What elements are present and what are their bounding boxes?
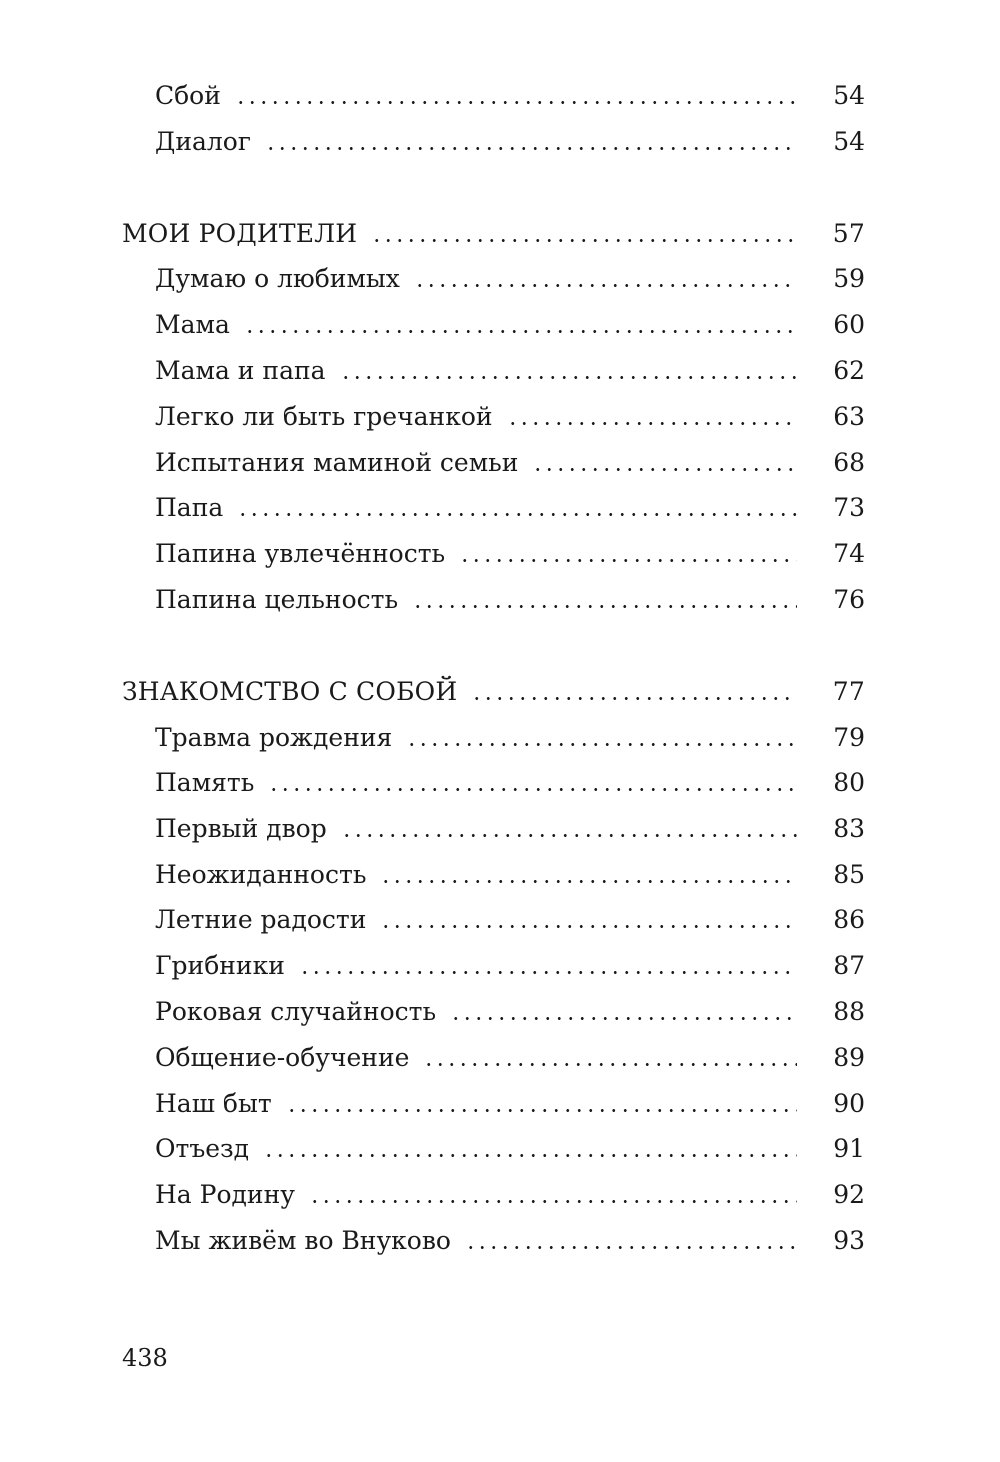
toc-entry-title: Мама [155,310,230,339]
toc-entry-title: Испытания маминой семьи [155,448,519,477]
toc-entry [155,76,865,116]
dot-leader [507,422,797,425]
toc-entry [155,122,865,162]
toc-section-heading [122,672,865,712]
toc-entry [155,397,865,437]
dot-leader [244,330,797,333]
toc-entry [155,1129,865,1169]
dot-leader [341,834,797,837]
dot-leader [471,697,797,700]
toc-entry [155,534,865,574]
toc-entry [155,580,865,620]
toc-entry-page: 74 [833,539,865,568]
toc-entry-title: ЗНАКОМСТВО С СОБОЙ [122,677,458,706]
toc-entry-title: Память [155,768,255,797]
toc-entry-page: 89 [833,1043,865,1072]
toc-entry-title: МОИ РОДИТЕЛИ [122,219,358,248]
dot-leader [286,1109,797,1112]
toc-entry-title: Мама и папа [155,356,326,385]
toc-entry-page: 54 [833,127,865,156]
toc-entry-page: 57 [832,219,865,248]
toc-entry-title: Думаю о любимых [155,264,400,293]
toc-section-heading [122,214,865,254]
toc-entry [155,1038,865,1078]
toc-entry [155,443,865,483]
toc-entry [155,900,865,940]
toc-entry-page: 76 [833,585,865,614]
toc-entry-title: Роковая случайность [155,997,437,1026]
dot-leader [309,1200,797,1203]
dot-leader [465,1246,797,1249]
toc-entry-title: Легко ли быть гречанкой [155,402,493,431]
toc-entry [155,718,865,758]
dot-leader [459,559,797,562]
toc-entry-page: 54 [833,81,865,110]
toc-entry-page: 80 [833,768,865,797]
toc-entry-page: 59 [833,264,865,293]
dot-leader [406,743,797,746]
dot-leader [340,376,797,379]
toc-entry-page: 79 [833,723,865,752]
dot-leader [380,925,797,928]
dot-leader [265,147,797,150]
toc-entry-page: 90 [833,1089,865,1118]
toc-entry [155,946,865,986]
toc-entry-title: Мы живём во Внуково [155,1226,451,1255]
toc-entry-page: 87 [833,951,865,980]
toc-entry-page: 83 [833,814,865,843]
dot-leader [299,971,797,974]
dot-leader [532,468,797,471]
toc-entry-page: 93 [833,1226,865,1255]
dot-leader [237,513,797,516]
dot-leader [235,101,797,104]
toc-entry [155,809,865,849]
toc-entry-page: 88 [833,997,865,1026]
toc-entry [155,763,865,803]
toc-entry-title: Наш быт [155,1089,272,1118]
toc-entry-page: 77 [832,677,865,706]
toc-entry [155,351,865,391]
toc-entry-page: 63 [833,402,865,431]
toc-entry [155,259,865,299]
toc-entry [155,992,865,1032]
toc-entry-title: На Родину [155,1180,295,1209]
toc-entry-title: Первый двор [155,814,327,843]
toc-entry [155,855,865,895]
toc-entry-title: Папа [155,493,224,522]
dot-leader [268,788,797,791]
dot-leader [423,1063,797,1066]
dot-leader [263,1154,797,1157]
toc-entry [155,1175,865,1215]
toc-entry-title: Папина увлечённость [155,539,446,568]
toc-entry-page: 73 [833,493,865,522]
toc-entry-page: 86 [833,905,865,934]
toc-entry-title: Общение-обучение [155,1043,410,1072]
toc-entry-title: Грибники [155,951,285,980]
toc-entry [155,1084,865,1124]
toc-entry-page: 60 [833,310,865,339]
toc-entry-page: 91 [833,1134,865,1163]
toc-entry [155,488,865,528]
toc-entry [155,1221,865,1261]
dot-leader [380,880,797,883]
toc-entry-title: Летние радости [155,905,367,934]
toc-entry-title: Диалог [155,127,251,156]
toc-entry [155,305,865,345]
dot-leader [414,284,797,287]
toc-entry-title: Травма рождения [155,723,393,752]
toc-entry-title: Сбой [155,81,221,110]
toc-entry-title: Неожиданность [155,860,367,889]
dot-leader [371,239,797,242]
toc-entry-page: 62 [833,356,865,385]
toc-entry-page: 92 [833,1180,865,1209]
toc-entry-page: 68 [833,448,865,477]
dot-leader [450,1017,797,1020]
page-number: 438 [122,1344,168,1372]
toc-entry-title: Отъезд [155,1134,250,1163]
toc-entry-title: Папина цельность [155,585,399,614]
dot-leader [412,605,797,608]
toc-entry-page: 85 [833,860,865,889]
